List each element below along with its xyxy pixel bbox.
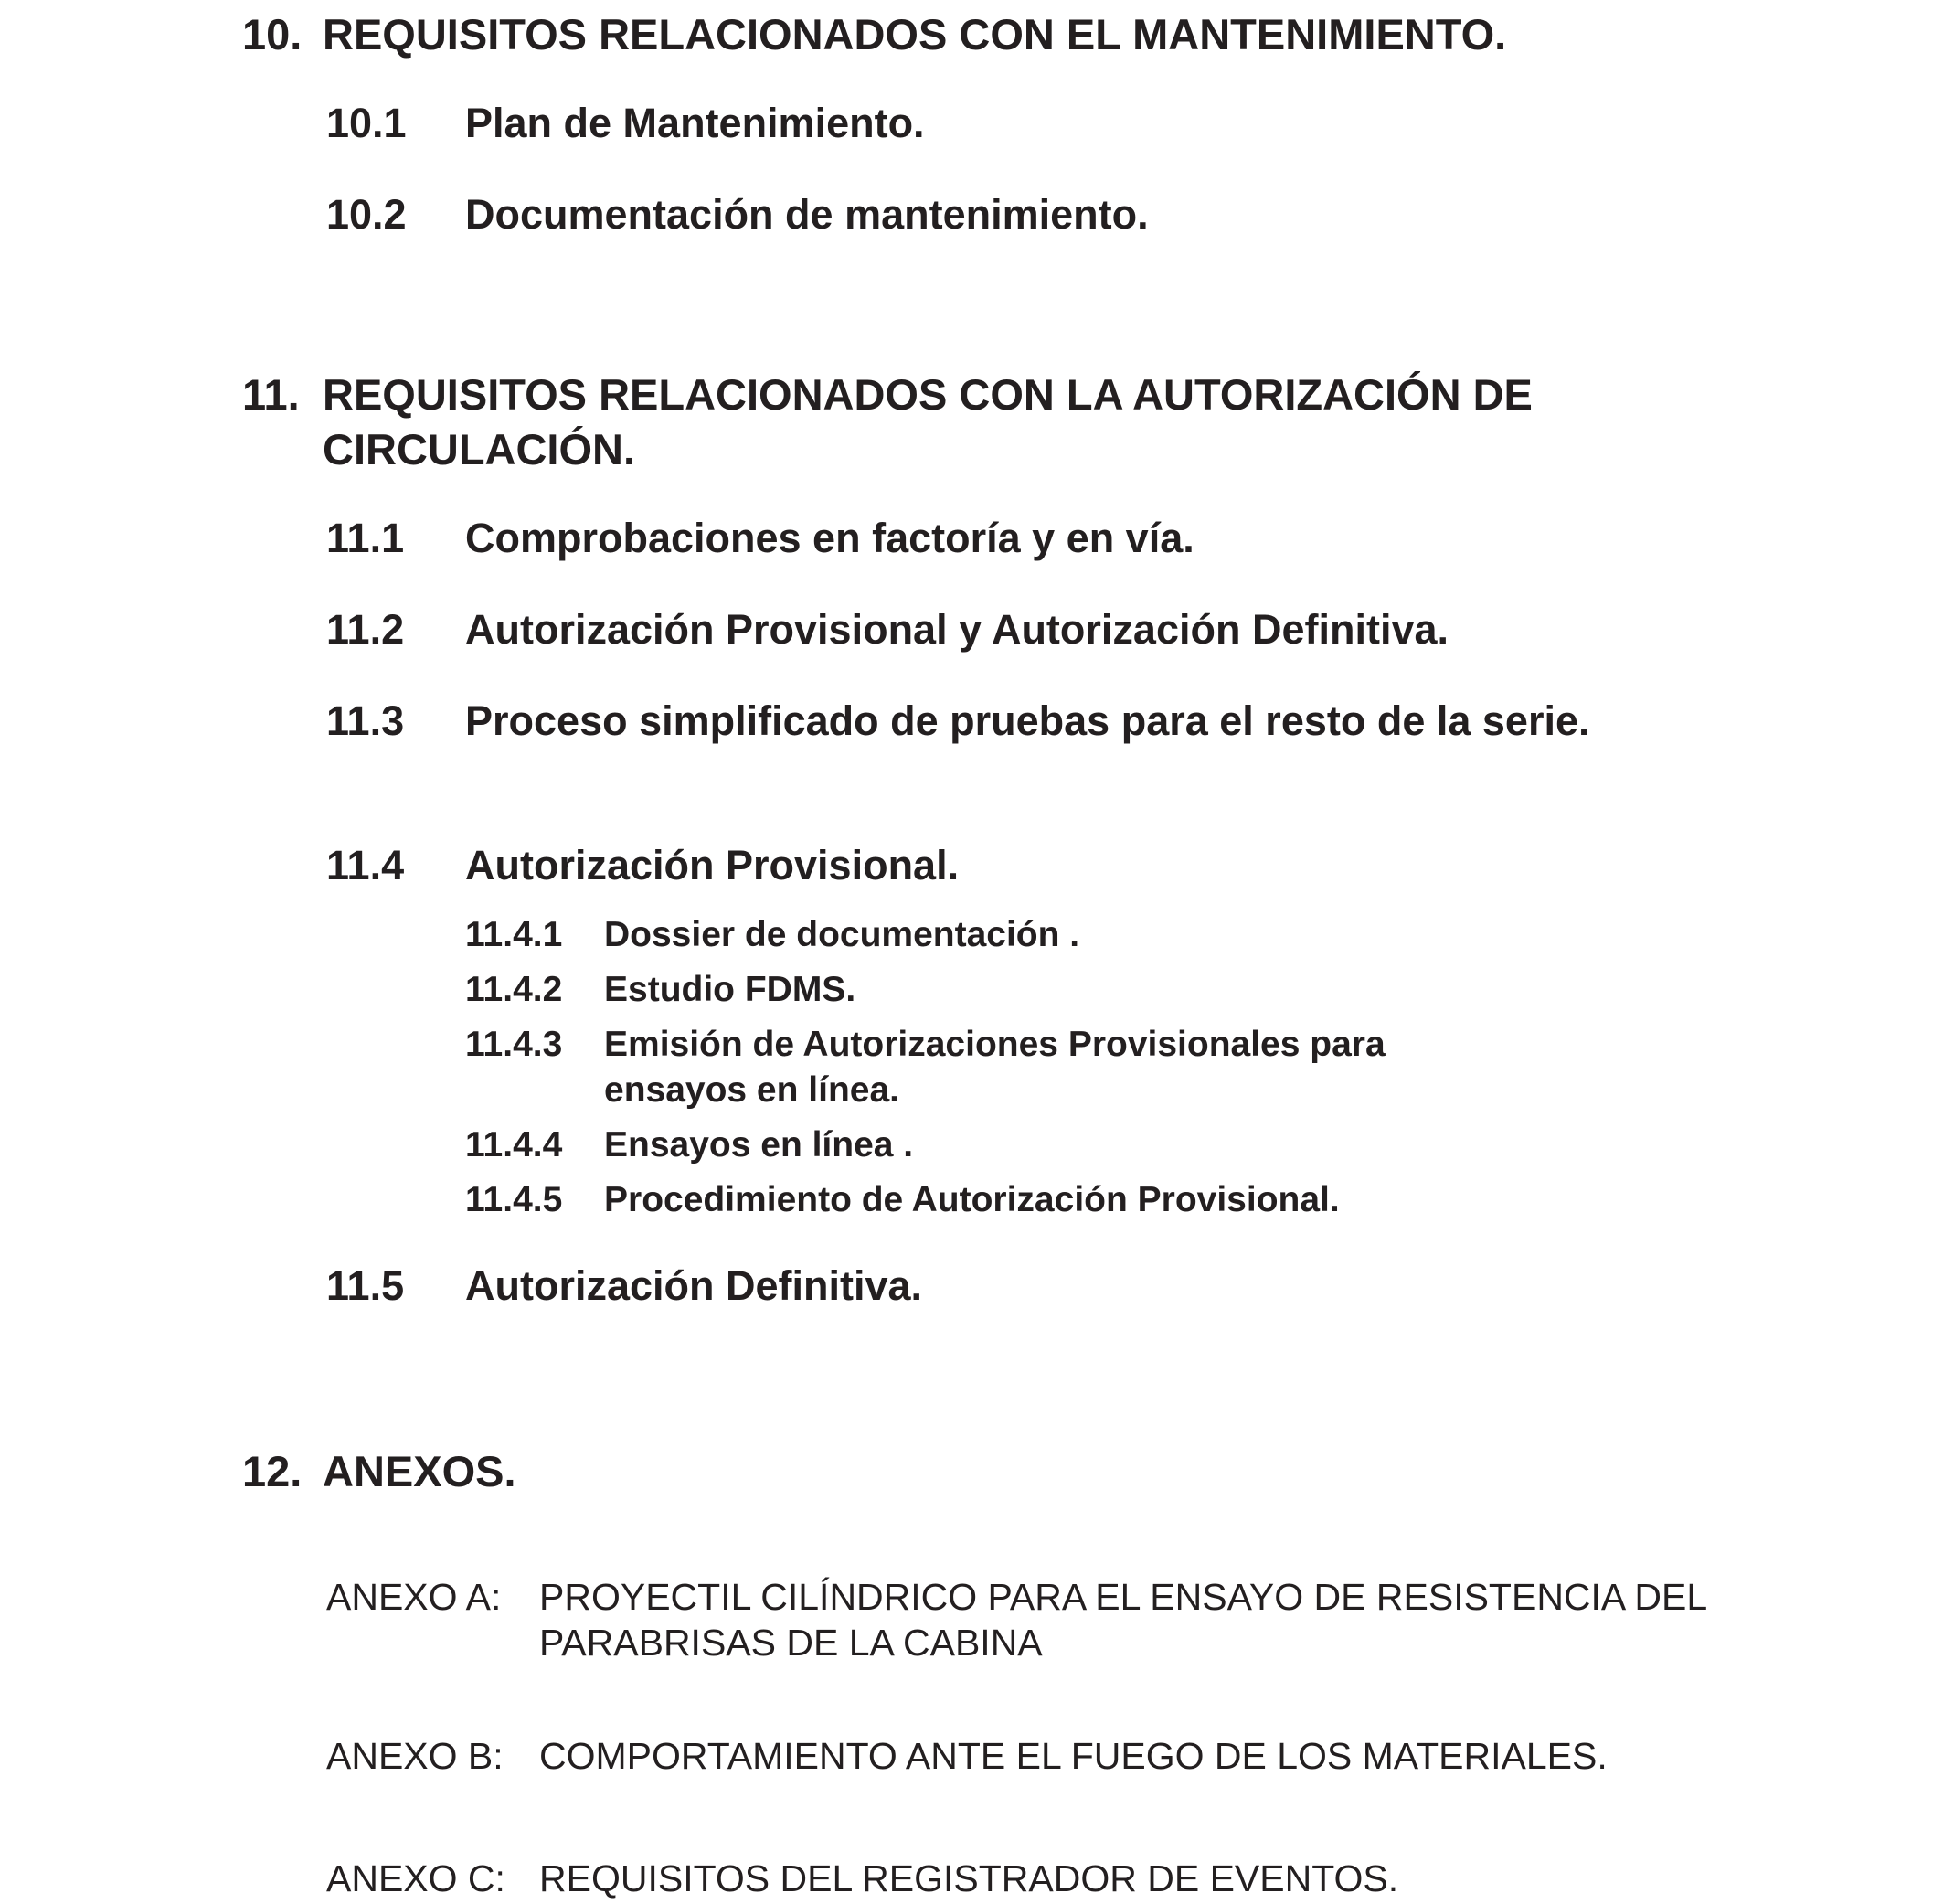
subsection-number: 10.2 xyxy=(326,191,407,238)
subsection-11-2 xyxy=(326,603,1624,656)
annex-c xyxy=(326,1856,1715,1901)
subsection-10-1 xyxy=(326,97,1624,150)
annex-a xyxy=(326,1574,1715,1665)
section-number: 10. xyxy=(242,10,303,59)
subsection-title: Proceso simplificado de pruebas para el resto de la serie. xyxy=(465,697,1590,744)
subsection-title: Comprobaciones en factoría y en vía. xyxy=(465,515,1194,561)
annex-b xyxy=(326,1733,1715,1779)
subsubsection-11-4-4 xyxy=(465,1122,1525,1168)
subsection-title: Plan de Mantenimiento. xyxy=(465,100,925,146)
subsection-number: 11.4 xyxy=(326,842,405,888)
subsection-11-3 xyxy=(326,695,1624,748)
subsubsection-number: 11.4.4 xyxy=(465,1125,563,1165)
section-title: ANEXOS. xyxy=(323,1447,516,1495)
section-10-heading xyxy=(242,7,1668,62)
subsection-number: 11.2 xyxy=(326,606,405,653)
subsubsection-11-4-2 xyxy=(465,967,1525,1013)
subsubsection-title: Emisión de Autorizaciones Provisionales para ensayos en línea. xyxy=(604,1025,1386,1110)
section-number: 12. xyxy=(242,1447,303,1495)
subsubsection-11-4-3 xyxy=(465,1022,1525,1113)
annex-label: ANEXO A: xyxy=(326,1576,502,1618)
section-title: REQUISITOS RELACIONADOS CON EL MANTENIMIENTO. xyxy=(323,10,1507,59)
subsection-10-2 xyxy=(326,188,1624,241)
subsection-11-1 xyxy=(326,512,1624,565)
annex-title: COMPORTAMIENTO ANTE EL FUEGO DE LOS MATERIALES. xyxy=(539,1735,1608,1777)
subsection-11-5 xyxy=(326,1260,1624,1313)
subsubsection-title: Dossier de documentación . xyxy=(604,915,1080,954)
subsection-number: 11.3 xyxy=(326,697,405,744)
subsection-number: 11.5 xyxy=(326,1262,405,1309)
subsection-title: Autorización Provisional. xyxy=(465,842,960,888)
subsection-number: 11.1 xyxy=(326,515,405,561)
subsubsection-11-4-5 xyxy=(465,1177,1525,1223)
annex-title: PROYECTIL CILÍNDRICO PARA EL ENSAYO DE RESISTENCIA DEL PARABRISAS DE LA CABINA xyxy=(539,1576,1706,1664)
subsection-title: Documentación de mantenimiento. xyxy=(465,191,1149,238)
subsection-number: 10.1 xyxy=(326,100,407,146)
subsubsection-number: 11.4.3 xyxy=(465,1025,563,1064)
subsubsection-number: 11.4.2 xyxy=(465,970,563,1009)
subsection-title: Autorización Definitiva. xyxy=(465,1262,923,1309)
subsection-title: Autorización Provisional y Autorización Definitiva. xyxy=(465,606,1449,653)
section-number: 11. xyxy=(242,370,300,419)
annex-title: REQUISITOS DEL REGISTRADOR DE EVENTOS. xyxy=(539,1857,1399,1899)
subsubsection-number: 11.4.1 xyxy=(465,915,563,954)
subsubsection-title: Estudio FDMS. xyxy=(604,970,856,1009)
subsubsection-number: 11.4.5 xyxy=(465,1180,563,1219)
section-12-heading xyxy=(242,1444,1668,1499)
subsubsection-11-4-1 xyxy=(465,912,1525,958)
annex-label: ANEXO C: xyxy=(326,1857,505,1899)
section-title: REQUISITOS RELACIONADOS CON LA AUTORIZACIÓN DE CIRCULACIÓN. xyxy=(323,370,1533,473)
section-11-heading xyxy=(242,367,1640,477)
subsubsection-title: Procedimiento de Autorización Provisional. xyxy=(604,1180,1340,1219)
annex-label: ANEXO B: xyxy=(326,1735,504,1777)
subsubsection-title: Ensayos en línea . xyxy=(604,1125,914,1165)
subsection-11-4 xyxy=(326,839,1624,892)
